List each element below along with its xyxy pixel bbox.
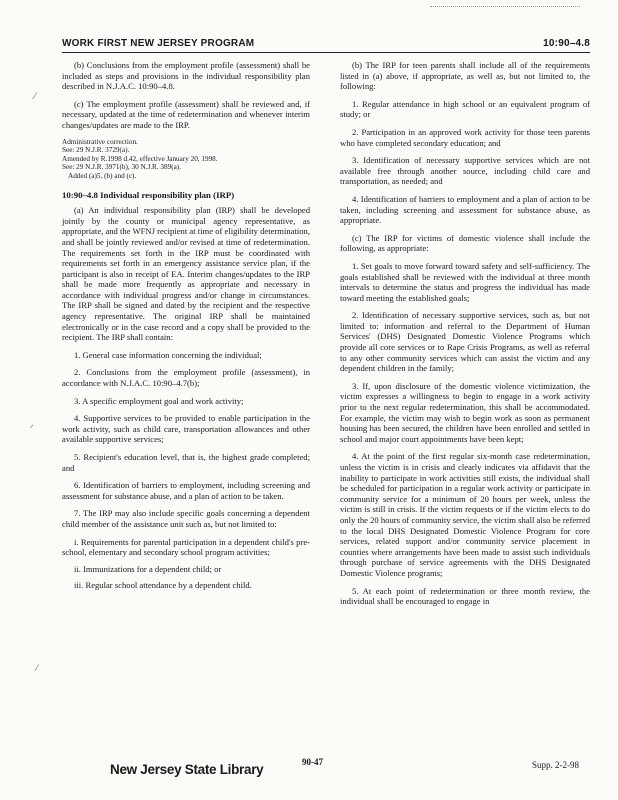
source-line: See: 29 N.J.R. 3971(b), 30 N.J.R. 389(a). [62, 163, 181, 172]
library-stamp: New Jersey State Library [110, 762, 264, 777]
list-item: 1. Set goals to move forward toward safety and self-sufficiency. The goals established shall be reviewed with the individual at three month intervals to determine the status and progress the individual has made toward meeting the established goals; [340, 260, 590, 303]
list-item: 6. Identification of barriers to employment, including screening and assessment for substance abuse, and a plan of action to be taken. [62, 480, 310, 501]
supplement-date: Supp. 2-2-98 [532, 760, 579, 770]
list-item: 7. The IRP may also include specific goals concerning a dependent child member of the assistance unit such as, but not limited to: [62, 508, 310, 529]
scan-mark [430, 6, 580, 11]
list-item: 1. General case information concerning the individual; [74, 349, 262, 360]
list-item: 4. Supportive services to be provided to enable participation in the work activity, such as child care, transportation allowances and other available supportive services; [62, 413, 310, 445]
list-item: 4. Identification of barriers to employment and a plan of action to be taken, including screening and assessment for substance abuse, as appropriate. [340, 193, 590, 226]
paragraph-b: (b) Conclusions from the employment profile (assessment) shall be included as steps and provisions in the individual responsibility plan described in N.J.A.C. 10:90–4.8. [62, 60, 310, 92]
margin-tick-icon: ᐟ [30, 424, 34, 434]
paragraph-b-teen: (b) The IRP for teen parents shall include all of the requirements listed in (a) above, if appropriate, as well as, but not limited to, the following: [340, 60, 590, 92]
paragraph-c-dv: (c) The IRP for victims of domestic violence shall include the following, as appropriate: [340, 232, 590, 254]
source-note [62, 138, 310, 181]
list-item: 1. Regular attendance in high school or an equivalent program of study; or [340, 98, 590, 120]
list-item: 3. A specific employment goal and work activity; [74, 395, 244, 406]
sub-list-item: i. Requirements for parental participation in a dependent child's pre-school, elementary and secondary school program activities; [62, 536, 310, 558]
source-line: Administrative correction. [62, 137, 138, 146]
left-column [62, 60, 310, 597]
list-item: 4. At the point of the first regular six-month case redetermination, unless the victim is in crisis and clearly indicates via affidavit that the inability to participate in work activities still exists, the individual shall be scheduled for participation in a regular work activity or participate in community service for a minimum of 20 hours per week, unless the victim is still in crisis. If the victim requests or if the victim elects to do only the 20 hours of community service, the victim shall also be referred to the local DHS Designated Domestic Violence Program for core services, related support and/or community service placement in counties where arrangements have been made to assist such individuals through purchase of service agreements with the DHS Designated Domestic Violence programs; [340, 451, 590, 578]
page-header [62, 36, 590, 53]
source-line: Added (a)5, (b) and (c). [68, 171, 137, 180]
margin-tick-icon: ⁄ [34, 92, 36, 102]
page-number: 90-47 [302, 757, 323, 767]
right-column [340, 60, 590, 614]
sub-list-item: iii. Regular school attendance by a dependent child. [74, 580, 252, 591]
paragraph-c: (c) The employment profile (assessment) shall be reviewed and, if necessary, updated at the time of redetermination and whenever interim changes/updates are made to the IRP. [62, 98, 310, 130]
section-heading: 10:90–4.8 Individual responsibility plan (IRP) [62, 189, 235, 200]
header-title: WORK FIRST NEW JERSEY PROGRAM [62, 38, 255, 49]
list-item: 2. Conclusions from the employment profile (assessment), in accordance with N.J.A.C. 10:90–4.7(b); [62, 367, 310, 389]
list-item: 5. At each point of redetermination or three month review, the individual shall be encouraged to engage in [340, 585, 590, 607]
source-line: Amended by R.1998 d.42, effective January 20, 1998. [62, 154, 218, 163]
paragraph-a: (a) An individual responsibility plan (IRP) shall be developed jointly by the county or municipal agency representative, as appropriate, and the WFNJ recipient at time of eligibility determination, and shall be jointly reviewed and/or revised at time of redetermination. The requirements set forth in the IRP must be coordinated with requirements set forth in an emergency assistance service plan, if the participant is also in receipt of EA. Interim changes/updates to the IRP shall be made more frequently as appropriate and necessary in accordance with individual progress and/or change in circumstances. The IRP shall be signed and dated by the recipient and the respective agency representative. The original IRP shall be maintained electronically or in the case record and a copy shall be provided to the recipient. The IRP shall contain: [62, 205, 310, 343]
list-item: 3. Identification of necessary supportive services which are not available free through another source, including child care and transportation, as needed; and [340, 155, 590, 187]
source-line: See: 29 N.J.R. 3729(a). [62, 146, 130, 155]
header-section-number: 10:90–4.8 [543, 38, 590, 49]
sub-list-item: ii. Immunizations for a dependent child; or [74, 563, 222, 574]
list-item: 2. Participation in an approved work activity for those teen parents who have completed secondary education; and [340, 126, 590, 148]
margin-tick-icon: ⁄ [36, 664, 38, 674]
list-item: 5. Recipient's education level, that is, the highest grade completed; and [62, 452, 310, 473]
list-item: 2. Identification of necessary supportive services, such as, but not limited to: information and referral to the Department of Human Services' (DHS) Designated Domestic Violence Programs which provide all core services or to Rape Crisis Programs, as well as referral to any other community services which can assist the victim and any dependent children in the family; [340, 310, 590, 374]
list-item: 3. If, upon disclosure of the domestic violence victimization, the victim expresses a willingness to begin to engage in a work activity prior to the next regular redetermination, this shall be accommodated. For example, the victim may wish to begin work as soon as permanent housing has been secured, the children have been enrolled and settled in school and major court appointments have been kept; [340, 380, 590, 444]
